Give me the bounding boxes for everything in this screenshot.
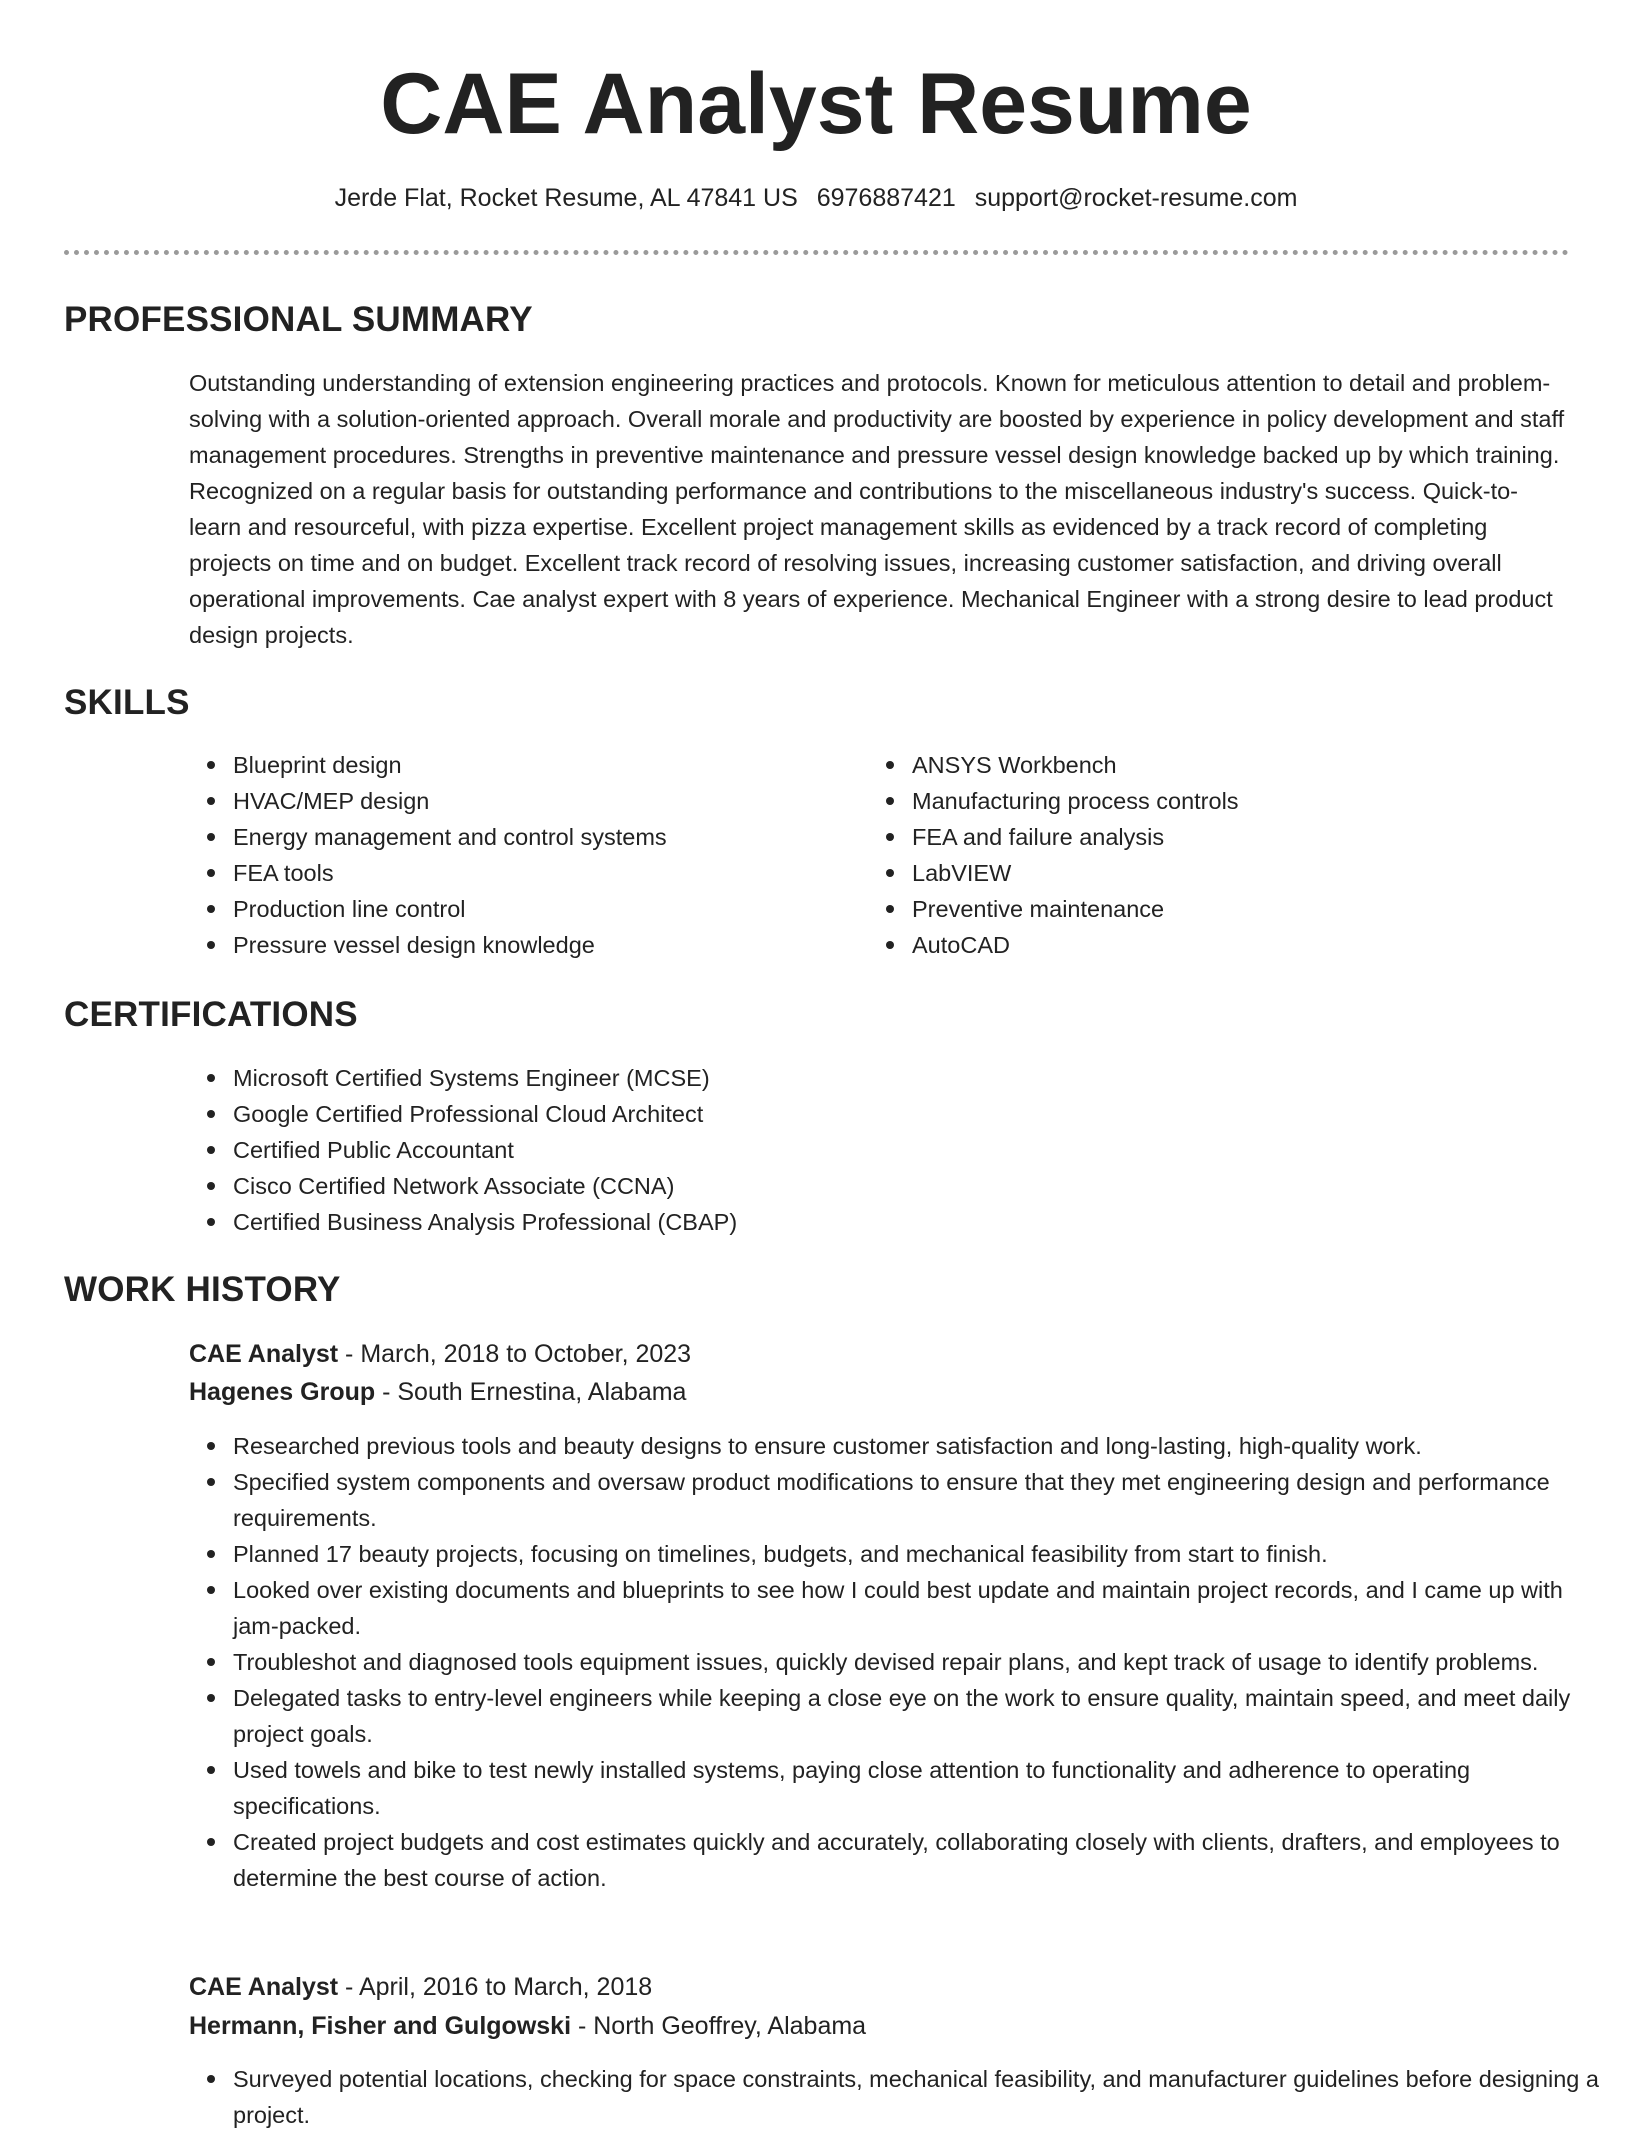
list-item: Manufacturing process controls [912,783,1572,819]
list-item: Used towels and bike to test newly installed systems, paying close attention to functionality and adherence to operating specifications. [233,1752,1605,1824]
job-title-line [189,1968,652,2006]
section-title-certifications: CERTIFICATIONS [64,995,358,1034]
job-company-line [189,1373,686,1411]
job-role: CAE Analyst [189,1973,339,2001]
list-item: Specified system components and oversaw product modifications to ensure that they met engineering design and performance requirements. [233,1464,1605,1536]
certifications-list [189,1060,1569,1240]
list-item: Delegated tasks to entry-level engineers while keeping a close eye on the work to ensure quality, maintain speed, and meet daily project goals. [233,1680,1605,1752]
list-item: Preventive maintenance [912,891,1572,927]
job-location: - South Ernestina, Alabama [375,1378,687,1406]
contact-line [0,180,1632,216]
list-item: LabVIEW [912,855,1572,891]
job-company: Hermann, Fisher and Gulgowski [189,2012,572,2040]
list-item: HVAC/MEP design [233,783,853,819]
section-title-summary: PROFESSIONAL SUMMARY [64,300,533,339]
list-item: Google Certified Professional Cloud Architect [233,1096,1569,1132]
list-item: Planned 17 beauty projects, focusing on timelines, budgets, and mechanical feasibility from start to finish. [233,1536,1605,1572]
list-item: AutoCAD [912,927,1572,963]
list-item: Certified Public Accountant [233,1132,1569,1168]
list-item: ANSYS Workbench [912,747,1572,783]
job-company: Hagenes Group [189,1378,376,1406]
summary-text: Outstanding understanding of extension engineering practices and protocols. Known for meticulous attention to detail and problem-solving with a solution-oriented approach. Overall morale and productivity are boosted by experience in policy development and staff management procedures. Strengths in preventive maintenance and pressure vessel design knowledge backed up by which training. Recognized on a regular basis for outstanding performance and contributions to the miscellaneous industry's success. Quick-to-learn and resourceful, with pizza expertise. Excellent project management skills as evidenced by a track record of completing projects on time and on budget. Excellent track record of resolving issues, increasing customer satisfaction, and driving overall operational improvements. Cae analyst expert with 8 years of experience. Mechanical Engineer with a strong desire to lead product design projects. [189,370,1565,648]
job-location: - North Geoffrey, Alabama [571,2012,867,2040]
list-item: Energy management and control systems [233,819,853,855]
header-divider [64,250,1569,255]
list-item: Created project budgets and cost estimates quickly and accurately, collaborating closely with clients, drafters, and employees to determine the best course of action. [233,1824,1605,1896]
list-item: Microsoft Certified Systems Engineer (MCSE) [233,1060,1569,1096]
list-item: Certified Business Analysis Professional (CBAP) [233,1204,1569,1240]
list-item: Blueprint design [233,747,853,783]
list-item: FEA and failure analysis [912,819,1572,855]
job-dates: - March, 2018 to October, 2023 [338,1340,692,1368]
list-item: Production line control [233,891,853,927]
list-item: Looked over existing documents and blueprints to see how I could best update and maintain project records, and I came up with jam-packed. [233,1572,1605,1644]
list-item: Troubleshot and diagnosed tools equipment issues, quickly devised repair plans, and kept track of usage to identify problems. [233,1644,1605,1680]
skills-list-left [189,747,853,963]
resume-title: CAE Analyst Resume [380,56,1252,152]
job-title-line [189,1335,691,1373]
section-title-skills: SKILLS [64,683,190,722]
contact-phone: 6976887421 [816,184,956,212]
list-item: FEA tools [233,855,853,891]
job-duties-list [189,1428,1605,1896]
list-item: Cisco Certified Network Associate (CCNA) [233,1168,1569,1204]
list-item: Researched previous tools and beauty designs to ensure customer satisfaction and long-lasting, high-quality work. [233,1428,1605,1464]
list-item: Pressure vessel design knowledge [233,927,853,963]
section-title-work-history: WORK HISTORY [64,1270,341,1309]
job-role: CAE Analyst [189,1340,339,1368]
job-duties-list [189,2061,1605,2133]
contact-address: Jerde Flat, Rocket Resume, AL 47841 US [334,184,798,212]
skills-list-right [868,747,1572,963]
list-item: Surveyed potential locations, checking for space constraints, mechanical feasibility, and manufacturer guidelines before designing a project. [233,2061,1605,2133]
contact-email: support@rocket-resume.com [974,184,1298,212]
job-company-line [189,2007,866,2045]
job-dates: - April, 2016 to March, 2018 [338,1973,653,2001]
